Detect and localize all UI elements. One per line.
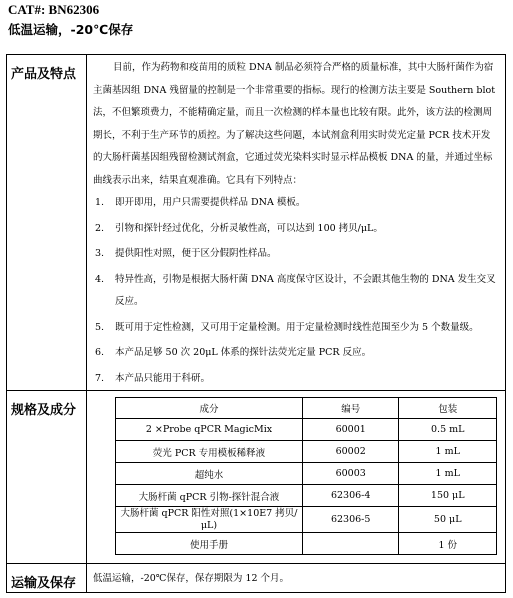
- table-row: [116, 507, 497, 533]
- component-code: 60001: [302, 419, 399, 441]
- shipping-storage-heading: 低温运输，-20℃保存: [8, 22, 134, 37]
- component-code: [302, 533, 399, 555]
- component-code: 60002: [302, 441, 399, 463]
- component-name: 荧光 PCR 专用模板稀释液: [116, 441, 303, 463]
- features-row: [7, 55, 506, 391]
- features-content: [87, 55, 506, 391]
- component-code: 62306-4: [302, 485, 399, 507]
- table-row: [116, 485, 497, 507]
- table-row: [116, 419, 497, 441]
- transport-row: [7, 564, 506, 593]
- feature-item: 6. 本产品足够 50 次 20μL 体系的探针法荧光定量 PCR 反应。: [95, 347, 372, 358]
- component-name: 2 ×Probe qPCR MagicMix: [116, 419, 303, 441]
- component-package: 1 mL: [399, 463, 497, 485]
- feature-item: 7. 本产品只能用于科研。: [95, 372, 211, 384]
- feature-item: 1. 即开即用，用户只需要提供样品 DNA 模板。: [95, 197, 306, 208]
- component-package: 50 μL: [399, 507, 497, 533]
- specs-content: [87, 391, 506, 564]
- transport-label: 运输及保存: [7, 564, 87, 593]
- component-package: 150 μL: [399, 485, 497, 507]
- component-package: 1 mL: [399, 441, 497, 463]
- component-package: 0.5 mL: [399, 419, 497, 441]
- features-intro: 目前，作为药物和疫苗用的质粒 DNA 制品必须符合严格的质量标准，其中大肠杆菌作为宿主菌基因组 DNA 残留量的控制是一个非常重要的指标。现行的检测方法主要是 Southern blot 法，不但繁琐费力，不能精确定量，而且一次检测的样本量也比较有限。此外，该方法的检测周期长，不利于生产环节的质控。为了解决这些问题，本试剂盒利用实时荧光定量 PCR 技术开发的大肠杆菌基因组残留检测试剂盒，它通过荧光染料实时显示样品模板 DNA 的量，并通过坐标曲线表示出来，结果直观准确。它具有下列特点：: [93, 62, 496, 186]
- feature-item: 2. 引物和探针经过优化，分析灵敏性高，可以达到 100 拷贝/μL。: [95, 222, 383, 234]
- specs-row: [7, 391, 506, 564]
- component-name: 大肠杆菌 qPCR 阳性对照(1×10E7 拷贝/μL): [116, 507, 303, 533]
- components-table: [115, 397, 497, 555]
- features-label: 产品及特点: [7, 55, 87, 391]
- component-package: 1 份: [399, 533, 497, 555]
- column-header-code: 编号: [302, 398, 399, 419]
- feature-item: 5. 既可用于定性检测，又可用于定量检测。用于定量检测时线性范围至少为 5 个数量级。: [95, 321, 479, 333]
- table-row: [116, 463, 497, 485]
- table-row: [116, 441, 497, 463]
- component-name: 使用手册: [116, 533, 303, 555]
- table-row: [116, 533, 497, 555]
- feature-item: 3. 提供阳性对照，便于区分假阴性样品。: [95, 248, 277, 259]
- column-header-component: 成分: [116, 398, 303, 419]
- feature-item: 4. 特异性高，引物是根据大肠杆菌 DNA 高度保守区设计，不会跟其他生物的 DNA 发生交叉反应。: [95, 273, 496, 307]
- component-code: 60003: [302, 463, 399, 485]
- transport-text: 低温运输，-20℃保存，保存期限为 12 个月。: [87, 564, 506, 593]
- column-header-package: 包装: [399, 398, 497, 419]
- document-header: [8, 2, 133, 38]
- component-code: 62306-5: [302, 507, 399, 533]
- component-name: 超纯水: [116, 463, 303, 485]
- components-header-row: [116, 398, 497, 419]
- specs-label: 规格及成分: [7, 391, 87, 564]
- product-info-table: [6, 54, 506, 593]
- catalog-number: CAT#: BN62306: [8, 2, 100, 17]
- component-name: 大肠杆菌 qPCR 引物-探针混合液: [116, 485, 303, 507]
